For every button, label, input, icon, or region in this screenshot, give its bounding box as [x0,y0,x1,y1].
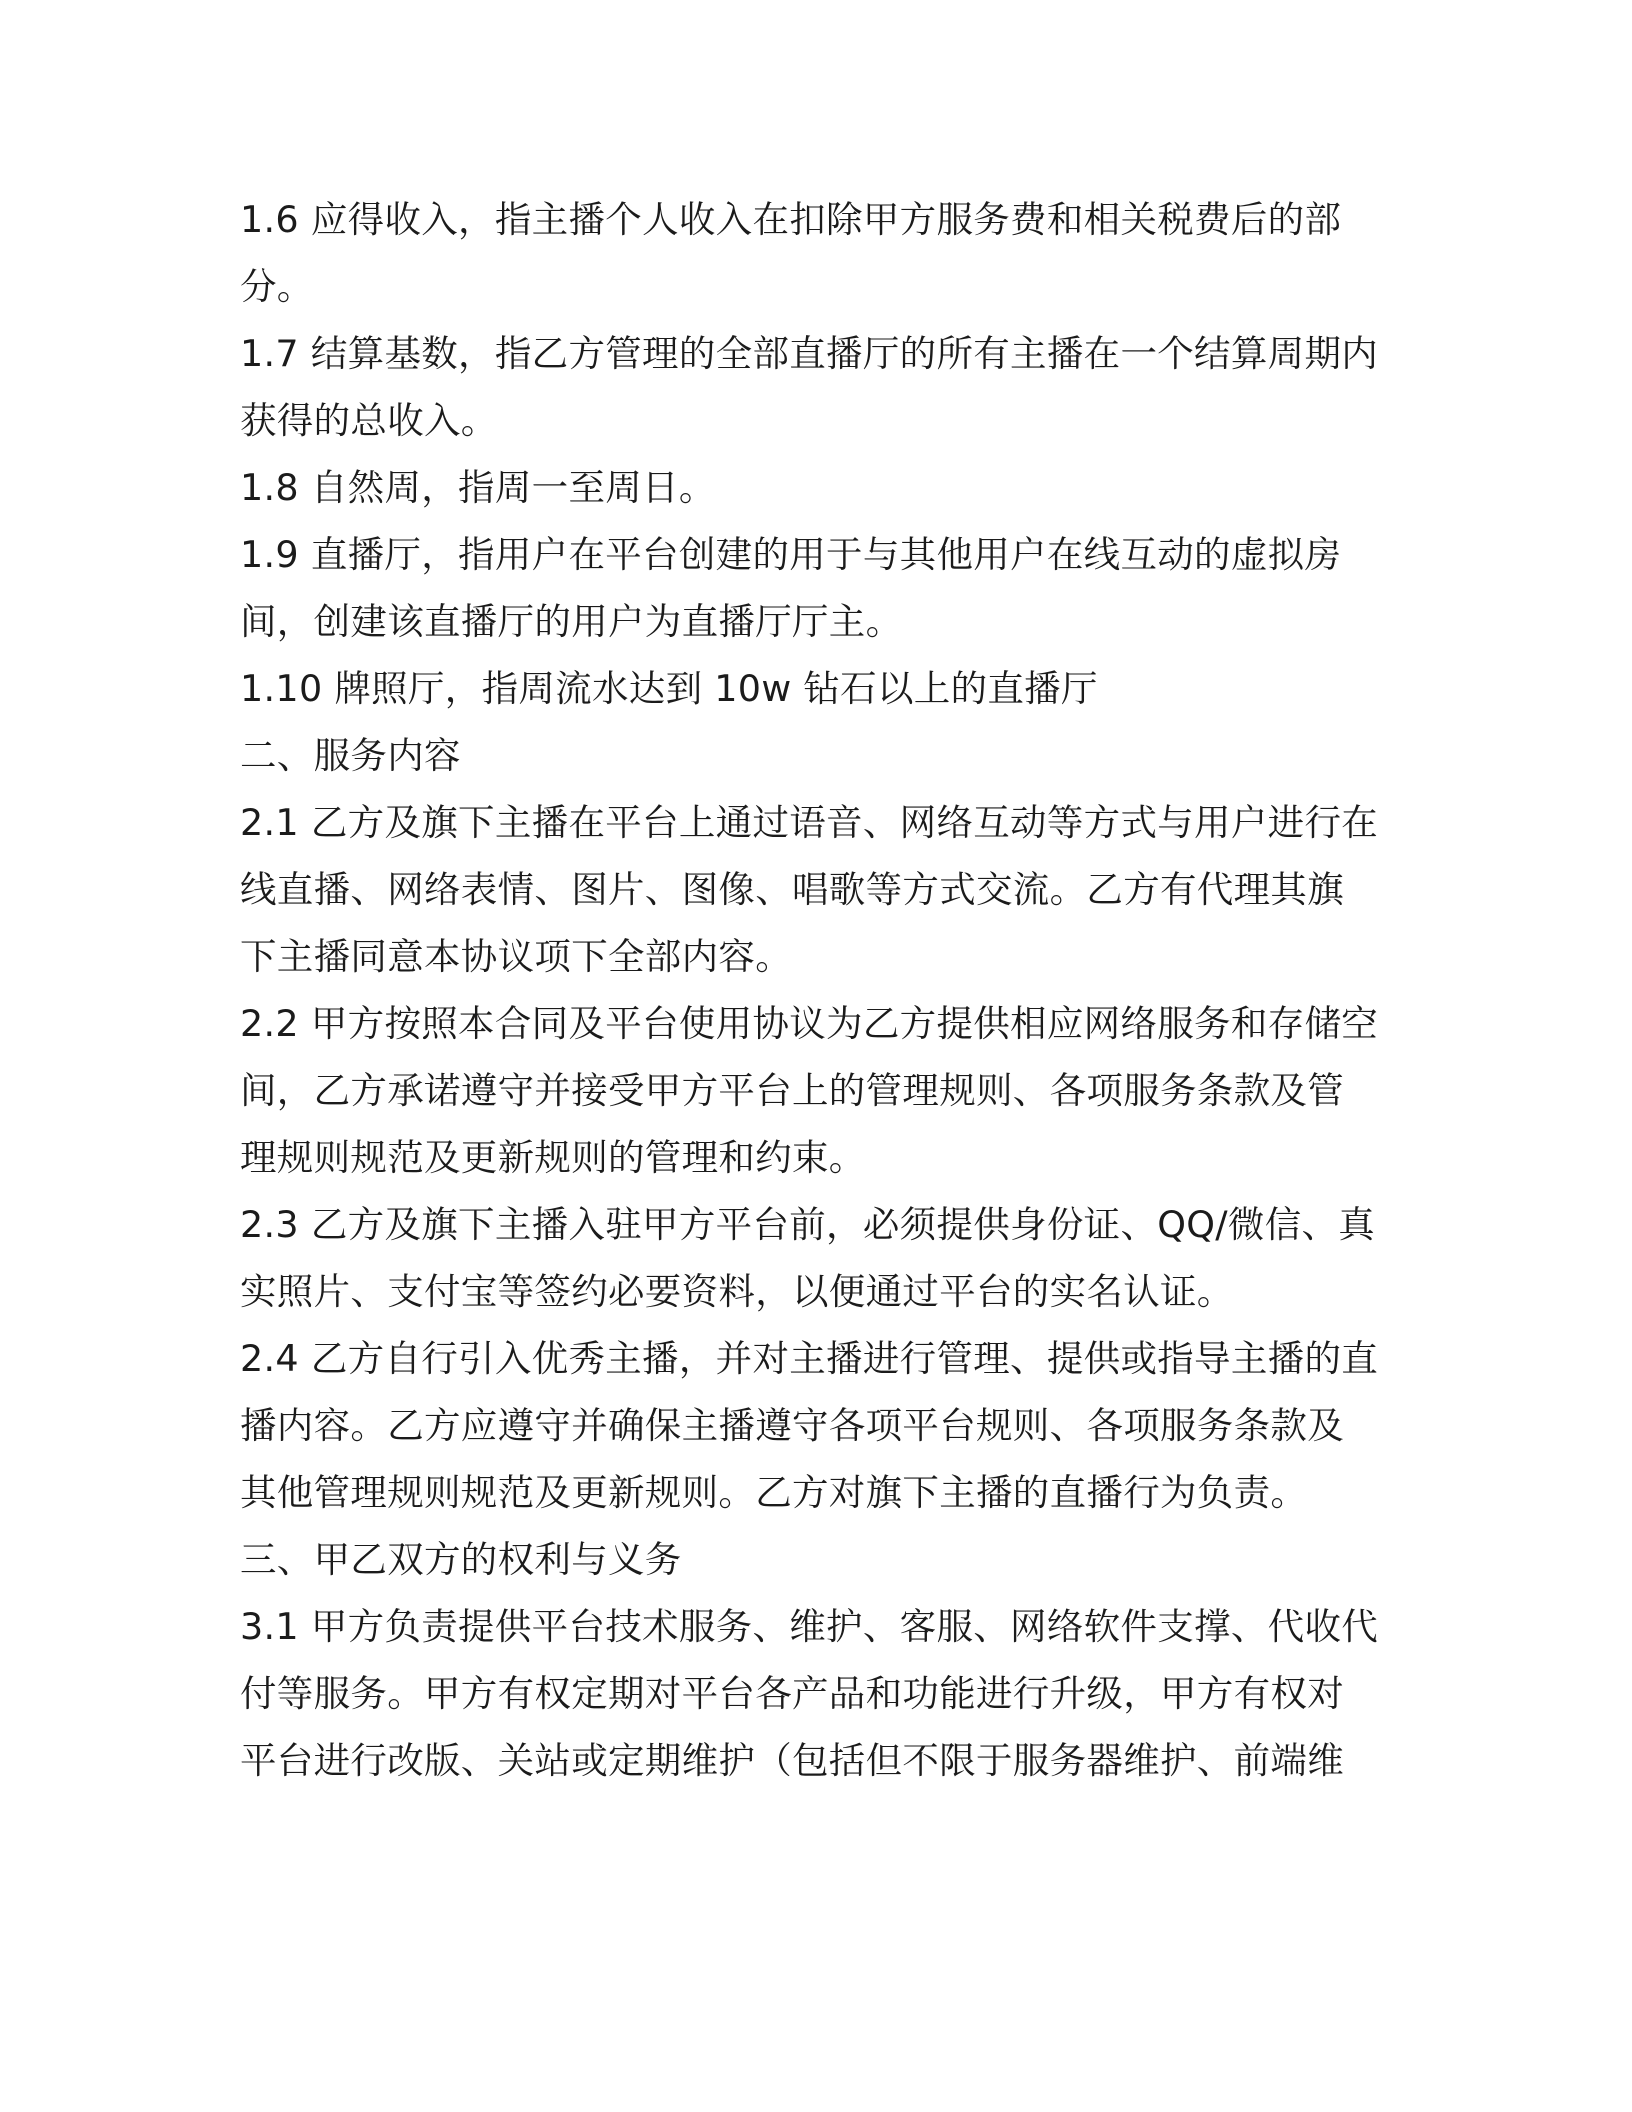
text-line: 其他管理规则规范及更新规则。乙方对旗下主播的直播行为负责。 [240,1471,1308,1514]
text-line: 1.7 结算基数，指乙方管理的全部直播厅的所有主播在一个结算周期内 [240,332,1379,375]
text-line: 3.1 甲方负责提供平台技术服务、维护、客服、网络软件支撑、代收代 [240,1605,1379,1648]
text-line: 线直播、网络表情、图片、图像、唱歌等方式交流。乙方有代理其旗 [240,868,1344,911]
text-line: 1.10 牌照厅，指周流水达到 10w 钻石以上的直播厅 [240,667,1098,710]
section-heading: 三、甲乙双方的权利与义务 [240,1538,682,1581]
text-line: 分。 [240,265,314,308]
text-line: 获得的总收入。 [240,399,498,442]
text-line: 下主播同意本协议项下全部内容。 [240,935,792,978]
text-line: 间，创建该直播厅的用户为直播厅厅主。 [240,600,903,643]
section-heading: 二、服务内容 [240,734,461,777]
text-line: 1.9 直播厅，指用户在平台创建的用于与其他用户在线互动的虚拟房 [240,533,1342,576]
text-line: 理规则规范及更新规则的管理和约束。 [240,1136,866,1179]
text-line: 间，乙方承诺遵守并接受甲方平台上的管理规则、各项服务条款及管 [240,1069,1344,1112]
text-line: 2.3 乙方及旗下主播入驻甲方平台前，必须提供身份证、QQ/微信、真 [240,1203,1376,1246]
text-line: 付等服务。甲方有权定期对平台各产品和功能进行升级，甲方有权对 [240,1672,1344,1715]
text-line: 2.1 乙方及旗下主播在平台上通过语音、网络互动等方式与用户进行在 [240,801,1379,844]
text-line: 1.6 应得收入，指主播个人收入在扣除甲方服务费和相关税费后的部 [240,198,1342,241]
text-line: 平台进行改版、关站或定期维护（包括但不限于服务器维护、前端维 [240,1739,1344,1782]
text-line: 1.8 自然周，指周一至周日。 [240,466,716,509]
text-line: 2.4 乙方自行引入优秀主播，并对主播进行管理、提供或指导主播的直 [240,1337,1379,1380]
text-line: 播内容。乙方应遵守并确保主播遵守各项平台规则、各项服务条款及 [240,1404,1344,1447]
text-line: 2.2 甲方按照本合同及平台使用协议为乙方提供相应网络服务和存储空 [240,1002,1379,1045]
document-body [240,186,1395,1794]
text-line: 实照片、支付宝等签约必要资料，以便通过平台的实名认证。 [240,1270,1234,1313]
